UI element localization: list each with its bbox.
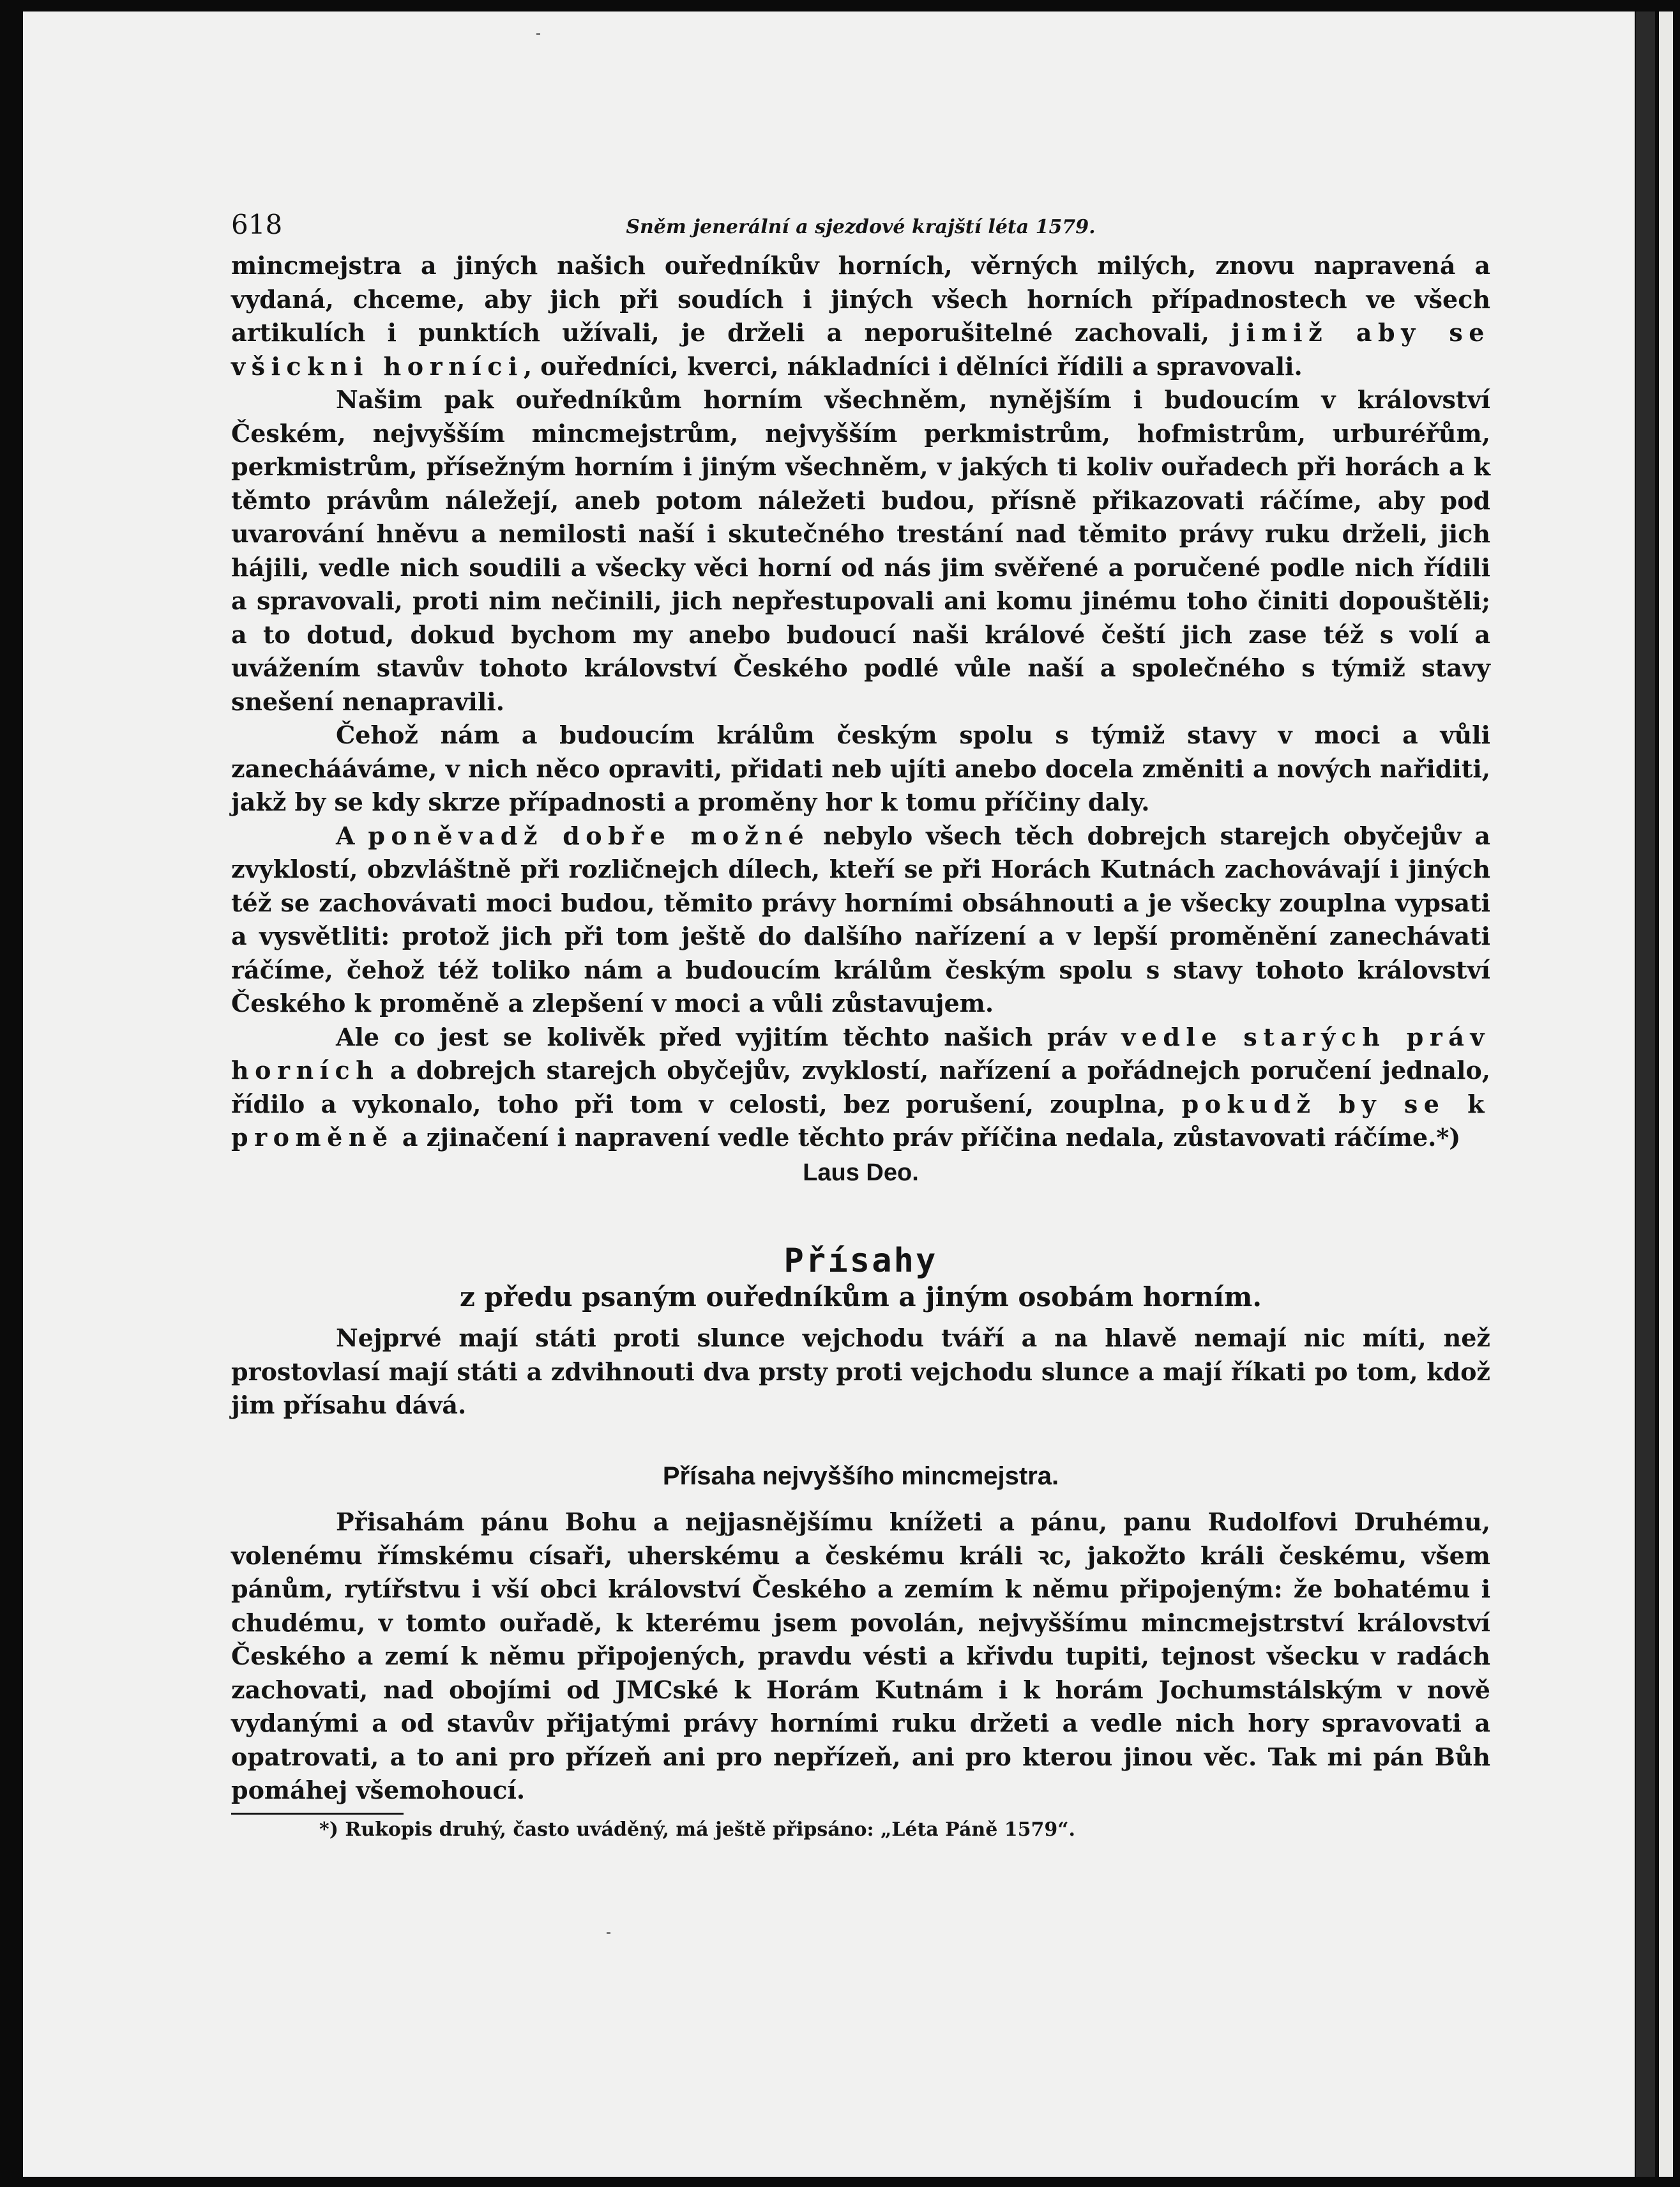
body-text xyxy=(231,249,1490,1155)
section-subtitle: z předu psaným ouředníkům a jiným osobám horním. xyxy=(460,1281,1262,1313)
text-run: Našim pak ouředníkům horním všechněm, nynějším i budoucím v království Českém, nejvyšším mincmejstrům, nejvyšším perkmistrům, hofmistrům, urburéřům, perkmistrům, přísežným horním i jiným všechněm, v jakých ti koliv ouřadech při horách a k těmto právům náležejí, aneb potom náležeti budou, přísně přikazovati ráčíme, aby pod uvarování hněvu a nemilosti naší i skutečného trestání nad těmito právy ruku drželi, jich hájili, vedle nich soudili a všecky věci horní od nás jim svěřené a poručené podle nich řídili a spravovali, proti nim nečinili, jich nepřestupovali ani komu jinému toho činiti dopouštěli; a to dotud, dokud bychom my anebo budoucí naši králové čeští jich zase též s volí a uvážením stavův tohoto království Českého podlé vůle naší a společného s týmiž stavy snešení nenapravili. xyxy=(231,385,1490,716)
oath-intro: Nejprvé mají státi proti slunce vejchodu tváří a na hlavě nemají nic míti, než prostovlasí mají státi a zdvihnouti dva prsty proti vejchodu slunce a mají říkati po tom, kdož jim přísahu dává. xyxy=(231,1323,1490,1419)
page-content xyxy=(231,204,1490,1844)
text-run: mincmejstra a jiných našich ouředníkův horních, věrných milých, znovu napravená a vydaná, chceme, aby jich při soudích i jiných všech horních případnostech ve všech artikulích i punktích užívali, je drželi a neporušitelné zachovali, xyxy=(231,251,1490,347)
laus-deo: Laus Deo. xyxy=(803,1159,919,1186)
running-head xyxy=(231,204,1490,249)
paragraph xyxy=(231,249,1490,383)
text-run: , ouředníci, kverci, nákladníci i dělníci řídili a spravovali. xyxy=(523,351,1303,381)
page-number: 618 xyxy=(231,209,283,240)
footnote: *) Rukopis druhý, často uváděný, má ještě připsáno: „Léta Páně 1579“. xyxy=(319,1818,1075,1841)
spaced-emphasis: vedle starých práv horních xyxy=(231,1022,1490,1085)
text-run: a dobrejch starejch obyčejův, zvyklostí, nařízení a pořádnejch poručení jednalo, řídilo a vykonalo, toho při tom v celosti, bez porušení, zouplna, xyxy=(231,1056,1490,1118)
text-run: A xyxy=(336,821,368,850)
spaced-emphasis: jimiž aby se všickni horníci xyxy=(231,318,1490,381)
running-title: Sněm jenerální a sjezdové krajští léta 1579. xyxy=(626,216,1096,238)
paper-speck xyxy=(607,1932,610,1934)
spaced-emphasis: poněvadž dobře možné xyxy=(368,821,810,850)
oath-text: Přisahám pánu Bohu a nejjasnějšímu knížeti a pánu, panu Rudolfovi Druhému, volenému římskému císaři, uherskému a českému králi ꝛc, jakožto králi českému, všem pánům, rytířstvu i vší obci království Českého a zemím k němu připojeným: že bohatému i chudému, v tomto ouřadě, k kterému jsem povolán, nejvyššímu mincmejstrství království Českého a zemí k němu připojených, pravdu vésti a křivdu tupiti, tejnost všecku v radách zachovati, nad obojími od JMCské k Horám Kutnám i k horám Jochumstálským v nově vydanými a od stavův přijatými právy horními ruku držeti a vedle nich hory spravovati a opatrovati, a to ani pro přízeň ani pro nepřízeň, ani pro kterou jinou věc. Tak mi pán Bůh pomáhej všemohoucí. xyxy=(231,1507,1490,1804)
paragraph xyxy=(231,383,1490,719)
page-edge-shadow xyxy=(1636,11,1655,2177)
footnote-rule xyxy=(231,1813,404,1815)
text-run: a zjinačení i napravení vedle těchto práv příčina nedala, zůstavovati ráčíme.*) xyxy=(393,1123,1461,1152)
paragraph xyxy=(231,819,1490,1021)
paragraph xyxy=(231,719,1490,819)
section-title: Přísahy xyxy=(783,1242,938,1280)
paper-speck xyxy=(536,33,540,35)
paragraph xyxy=(231,1021,1490,1155)
text-run: Ale co jest se kolivěk před vyjitím těchto našich práv xyxy=(336,1022,1122,1051)
text-run: Čehož nám a budoucím králům českým spolu s týmiž stavy v moci a vůli zanechááváme, v nich něco opraviti, přidati neb ujíti anebo docela změniti a nových nařiditi, jakž by se kdy skrze případnosti a proměny hor k tomu příčiny daly. xyxy=(231,720,1490,816)
oath-title: Přísaha nejvyššího mincmejstra. xyxy=(662,1461,1059,1490)
next-page-edge xyxy=(1659,11,1673,2177)
spaced-emphasis: pokudž by se k proměně xyxy=(231,1089,1490,1152)
text-run: nebylo všech těch dobrejch starejch obyčejův a zvyklostí, obzvláštně při rozličnejch dílech, kteří se při Horách Kutnách zachovávají i jiných též se zachovávati moci budou, těmito právy horními obsáhnouti a je všecky zouplna vypsati a vysvětliti: protož jich při tom ještě do dalšího nařízení a v lepší proměnění zanechávati ráčíme, čehož též toliko nám a budoucím králům českým spolu s stavy tohoto království Českého k proměně a zlepšení v moci a vůli zůstavujem. xyxy=(231,821,1491,1017)
